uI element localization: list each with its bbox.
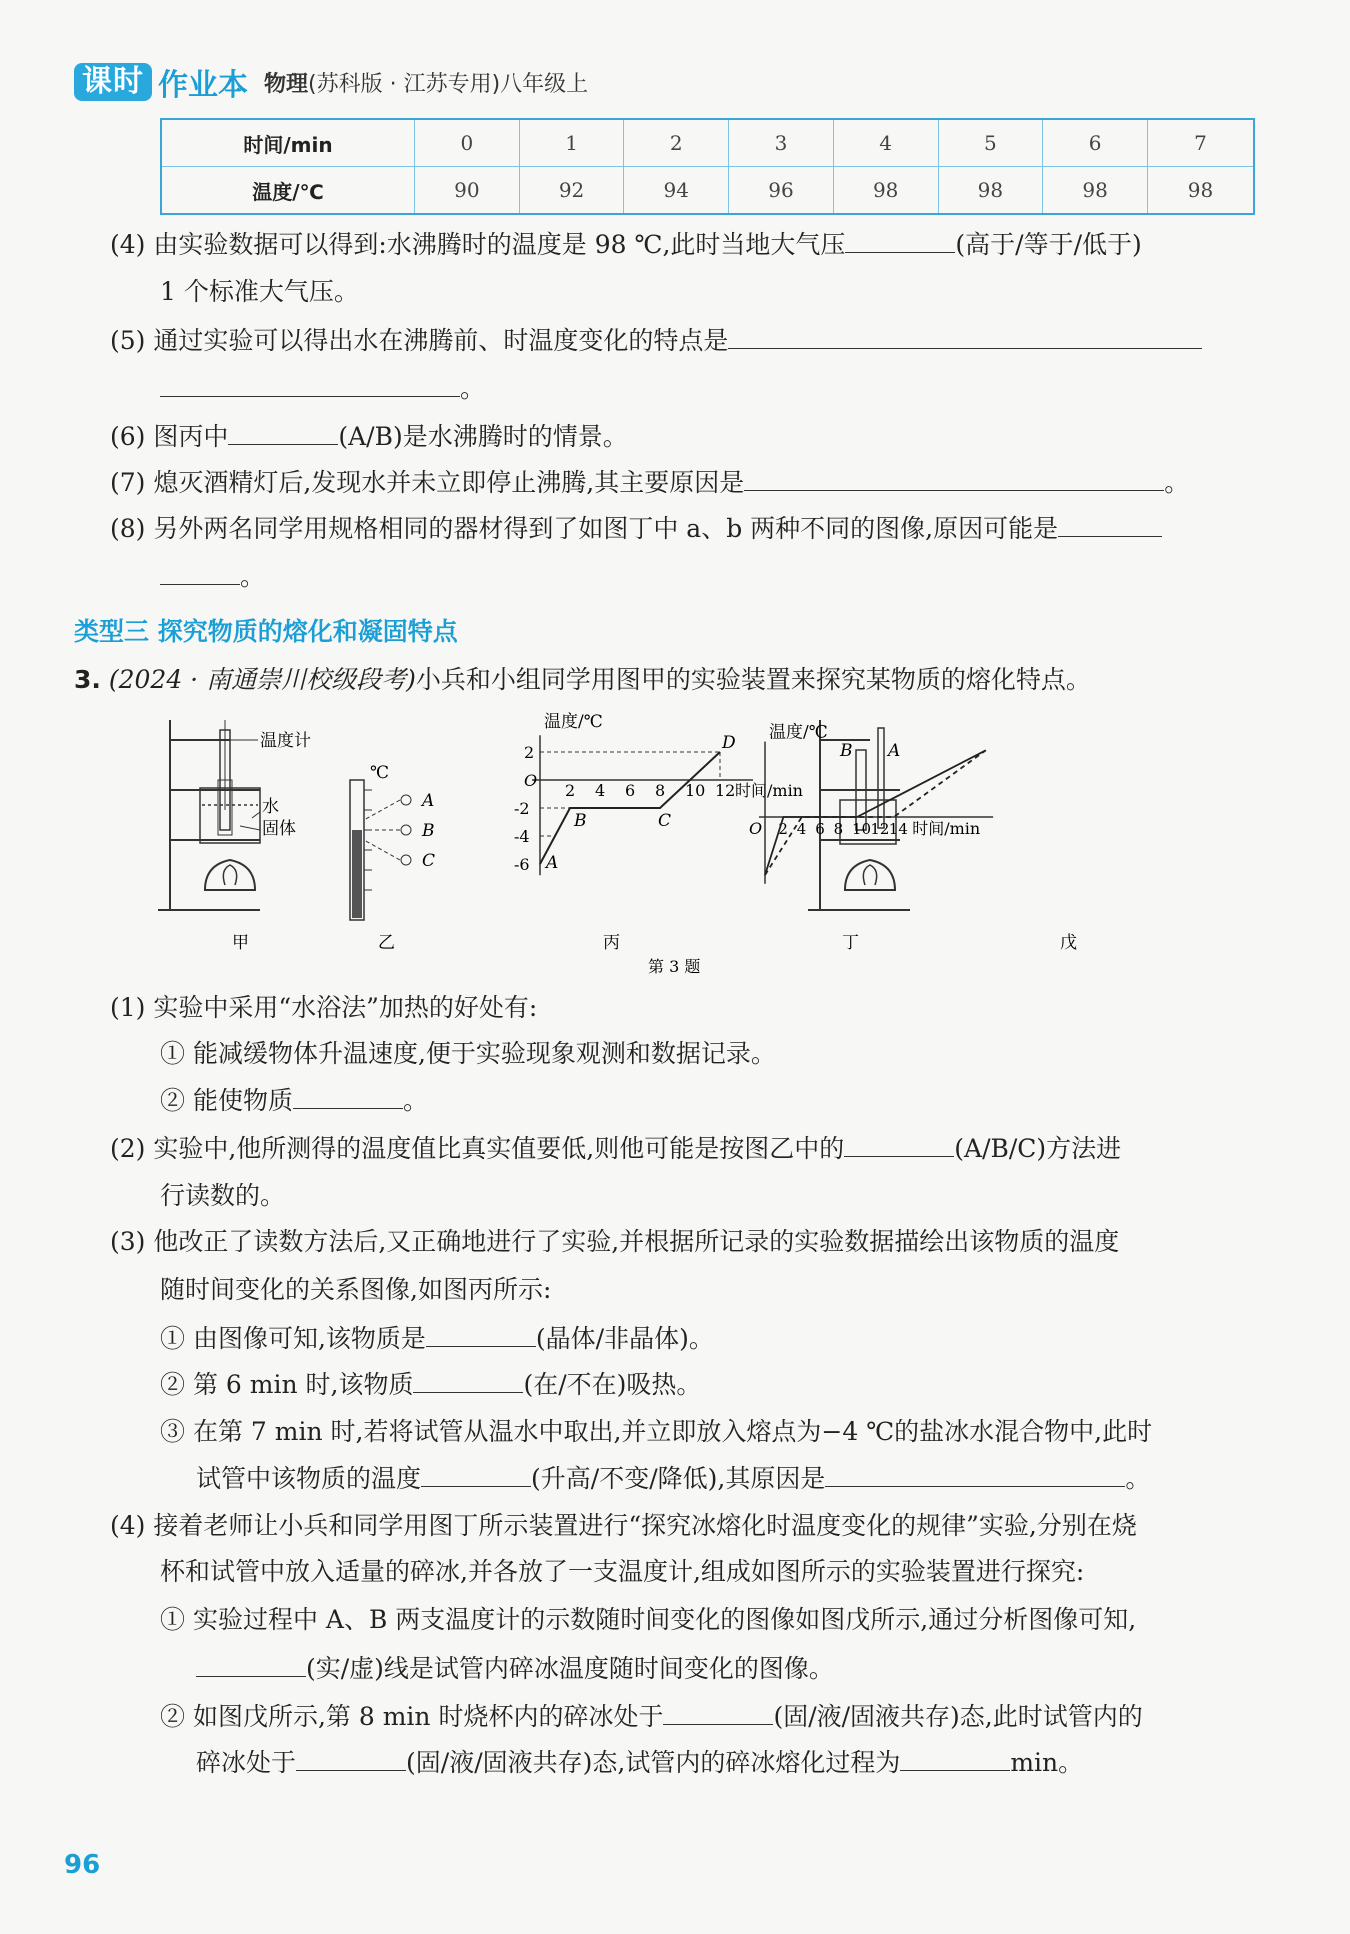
figure-bing-label: 丙 <box>603 933 620 953</box>
answer-blank[interactable] <box>293 1084 403 1109</box>
table-cell: 98 <box>1043 167 1148 215</box>
table-cell: 92 <box>519 167 624 215</box>
question-4 <box>110 228 1142 261</box>
table-cell: 3 <box>729 119 834 167</box>
question-7 <box>110 466 1189 499</box>
p3-q4-b2-end: min。 <box>1010 1748 1084 1777</box>
y-tick-label: 2 <box>524 743 535 762</box>
origin-label: O <box>524 771 538 790</box>
x-tick-label: 4 <box>595 781 606 800</box>
p3-q1-item2-end: 。 <box>402 1086 428 1115</box>
question-7-end: 。 <box>1164 468 1190 497</box>
question-6-text: (6) 图丙中 <box>110 422 229 451</box>
p3-q3-b-text: ② 第 6 min 时,该物质 <box>160 1370 414 1399</box>
p3-q4-b-options: (固/液/固液共存)态,此时试管内的 <box>773 1702 1143 1731</box>
p3-q4-line2: 杯和试管中放入适量的碎冰,并各放了一支温度计,组成如图所示的实验装置进行探究: <box>160 1557 1085 1586</box>
solid-series-line <box>765 750 986 875</box>
p3-q3-a-options: (晶体/非晶体)。 <box>535 1324 714 1353</box>
origin-label: O <box>749 819 763 838</box>
figure-3-panel <box>140 700 1260 980</box>
question-5-end: 。 <box>460 374 486 403</box>
temperature-header: 温度/℃ <box>161 167 415 215</box>
p3-q4-b-text: ② 如图戊所示,第 8 min 时烧杯内的碎冰处于 <box>160 1702 664 1731</box>
table-cell: 98 <box>1147 167 1254 215</box>
problem-3-stem <box>74 664 1091 696</box>
table-cell: 94 <box>624 167 729 215</box>
question-8-line2 <box>160 560 265 593</box>
section-heading: 类型三 探究物质的熔化和凝固特点 <box>74 617 458 646</box>
question-8-text: (8) 另外两名同学用规格相同的器材得到了如图丁中 a、b 两种不同的图像,原因可能是 <box>110 514 1059 543</box>
book-subtitle <box>264 67 588 98</box>
question-6-options: (A/B)是水沸腾时的情景。 <box>338 422 628 451</box>
point-label-d: D <box>722 733 736 753</box>
p3-q3-line2: 随时间变化的关系图像,如图丙所示: <box>160 1275 552 1304</box>
answer-blank[interactable] <box>900 1746 1010 1771</box>
solid-label: 固体 <box>262 819 296 839</box>
x-tick-label: 2 <box>565 781 576 800</box>
figure-ding-label: 丁 <box>842 933 859 953</box>
question-8 <box>110 512 1162 545</box>
x-tick-label: 6 <box>815 820 825 838</box>
x-tick-label: 14 <box>888 820 908 838</box>
p3-q3-c-line1: ③ 在第 7 min 时,若将试管从温水中取出,并立即放入熔点为−4 ℃的盐冰水混合物中,此时 <box>160 1417 1153 1446</box>
answer-blank[interactable] <box>421 1462 531 1487</box>
answer-blank[interactable] <box>845 228 955 253</box>
question-7-text: (7) 熄灭酒精灯后,发现水并未立即停止沸腾,其主要原因是 <box>110 468 745 497</box>
p3-q3-a-text: ① 由图像可知,该物质是 <box>160 1324 426 1353</box>
answer-blank[interactable] <box>728 324 1202 349</box>
x-tick-label: 8 <box>833 820 844 838</box>
figure-jia-pointers <box>230 740 260 830</box>
figure-yi-label: 乙 <box>378 933 395 953</box>
question-4-options: (高于/等于/低于) <box>955 230 1142 259</box>
answer-blank[interactable] <box>663 1700 773 1725</box>
brand-badge: 课时 <box>74 63 152 101</box>
table-row <box>161 119 1254 167</box>
water-label: 水 <box>262 797 279 817</box>
table-cell: 1 <box>519 119 624 167</box>
thermometer-label: 温度计 <box>260 731 311 751</box>
yi-option-b: B <box>422 821 435 841</box>
yi-option-c: C <box>422 851 436 871</box>
p3-q4-a-text: (实/虚)线是试管内碎冰温度随时间变化的图像。 <box>306 1654 834 1683</box>
table-row <box>161 167 1254 215</box>
answer-blank[interactable] <box>160 560 240 585</box>
figure-jia-label: 甲 <box>232 933 249 953</box>
figure-wu-label: 戊 <box>1060 933 1077 953</box>
answer-blank[interactable] <box>196 1652 306 1677</box>
subject-label: 物理 <box>264 71 309 97</box>
point-label-c: C <box>658 811 672 831</box>
ding-thermometer-a: A <box>888 741 901 761</box>
table-cell: 98 <box>833 167 938 215</box>
figure-caption: 第 3 题 <box>648 957 701 976</box>
yi-unit-label: ℃ <box>370 763 390 783</box>
y-tick-label: -2 <box>514 799 530 818</box>
table-cell: 98 <box>938 167 1043 215</box>
p3-q4-b2-options: (固/液/固液共存)态,试管内的碎冰熔化过程为 <box>406 1748 901 1777</box>
page-number: 96 <box>64 1850 101 1880</box>
table-cell: 5 <box>938 119 1043 167</box>
figure-jia-apparatus <box>158 720 260 910</box>
x-tick-label: 10 <box>852 820 872 838</box>
answer-blank[interactable] <box>426 1322 536 1347</box>
question-5 <box>110 324 1202 357</box>
problem-source: (2024 · 南通崇川校级段考) <box>108 665 416 694</box>
answer-blank[interactable] <box>160 372 460 397</box>
point-label-a: A <box>546 853 559 873</box>
y-tick-label: -4 <box>514 827 530 846</box>
p3-q4-b-line2 <box>196 1746 1083 1779</box>
table-cell: 96 <box>729 167 834 215</box>
table-cell: 0 <box>415 119 520 167</box>
table-cell: 7 <box>1147 119 1254 167</box>
question-8-end: 。 <box>240 562 266 591</box>
table-cell: 6 <box>1043 119 1148 167</box>
p3-q1-item1: ① 能减缓物体升温速度,便于实验现象观测和数据记录。 <box>160 1039 776 1068</box>
p3-q3-c-end: 。 <box>1125 1464 1151 1493</box>
p3-q1-item2 <box>160 1084 428 1117</box>
p3-q2-text: (2) 实验中,他所测得的温度值比真实值要低,则他可能是按图乙中的 <box>110 1134 845 1163</box>
answer-blank[interactable] <box>228 420 338 445</box>
dashed-series-line <box>765 750 986 875</box>
p3-q2-line2: 行读数的。 <box>160 1181 286 1210</box>
x-axis-label: 时间/min <box>912 819 981 838</box>
x-axis-label: 时间/min <box>735 781 803 800</box>
question-6 <box>110 420 628 453</box>
data-line <box>540 752 720 864</box>
p3-q3-c-text: 试管中该物质的温度 <box>196 1464 422 1493</box>
x-tick-label: 10 <box>685 781 706 800</box>
figure-bing-chart <box>514 712 803 875</box>
p3-q3-a <box>160 1322 714 1355</box>
p3-q4-a-line1: ① 实验过程中 A、B 两支温度计的示数随时间变化的图像如图戊所示,通过分析图像可知, <box>160 1605 1137 1634</box>
p3-q4-line1: (4) 接着老师让小兵和同学用图丁所示装置进行“探究冰熔化时温度变化的规律”实验,分别在烧 <box>110 1511 1137 1540</box>
table-cell: 90 <box>415 167 520 215</box>
time-temperature-table <box>160 118 1255 215</box>
figure-yi-thermometer <box>350 780 411 920</box>
header-brand <box>74 62 588 102</box>
question-5-text: (5) 通过实验可以得出水在沸腾前、时温度变化的特点是 <box>110 326 729 355</box>
answer-blank[interactable] <box>744 466 1164 491</box>
p3-q3-b <box>160 1368 701 1401</box>
y-tick-label: -6 <box>514 855 530 874</box>
question-4-text: (4) 由实验数据可以得到:水沸腾时的温度是 98 ℃,此时当地大气压 <box>110 230 846 259</box>
brand-title: 作业本 <box>158 68 248 103</box>
time-header: 时间/min <box>161 119 415 167</box>
y-axis-label: 温度/℃ <box>544 711 603 732</box>
question-5-line2 <box>160 372 485 405</box>
p3-q3-c-options: (升高/不变/降低),其原因是 <box>531 1464 826 1493</box>
p3-q4-a-line2 <box>196 1652 834 1685</box>
p3-q3-b-options: (在/不在)吸热。 <box>523 1370 702 1399</box>
x-tick-label: 12 <box>870 820 890 838</box>
p3-q4-b2-text: 碎冰处于 <box>196 1748 297 1777</box>
answer-blank[interactable] <box>1058 512 1162 537</box>
p3-q3-line1: (3) 他改正了读数方法后,又正确地进行了实验,并根据所记录的实验数据描绘出该物质的温度 <box>110 1227 1120 1256</box>
x-tick-label: 6 <box>625 781 636 800</box>
ding-thermometer-b: B <box>840 741 853 761</box>
problem-number: 3. <box>74 665 101 694</box>
table-cell: 4 <box>833 119 938 167</box>
answer-blank[interactable] <box>825 1462 1125 1487</box>
point-label-b: B <box>574 811 587 831</box>
answer-blank[interactable] <box>844 1132 954 1157</box>
edition-label: (苏科版 · 江苏专用)八年级上 <box>308 71 589 97</box>
p3-q1-item2-text: ② 能使物质 <box>160 1086 293 1115</box>
p3-q1: (1) 实验中采用“水浴法”加热的好处有: <box>110 993 538 1022</box>
p3-q2 <box>110 1132 1121 1165</box>
x-tick-label: 2 <box>778 820 788 838</box>
yi-option-a: A <box>422 791 435 811</box>
x-tick-label: 8 <box>655 781 666 800</box>
problem-stem: 小兵和小组同学用图甲的实验装置来探究某物质的熔化特点。 <box>415 665 1091 694</box>
p3-q3-c-line2 <box>196 1462 1150 1495</box>
table-cell: 2 <box>624 119 729 167</box>
answer-blank[interactable] <box>413 1368 523 1393</box>
question-4-line2: 1 个标准大气压。 <box>160 277 359 306</box>
answer-blank[interactable] <box>296 1746 406 1771</box>
p3-q2-options: (A/B/C)方法进 <box>954 1134 1122 1163</box>
x-tick-label: 4 <box>796 820 807 838</box>
y-axis-label: 温度/℃ <box>769 722 828 743</box>
x-tick-label: 12 <box>715 781 736 800</box>
p3-q4-b-line1 <box>160 1700 1143 1733</box>
